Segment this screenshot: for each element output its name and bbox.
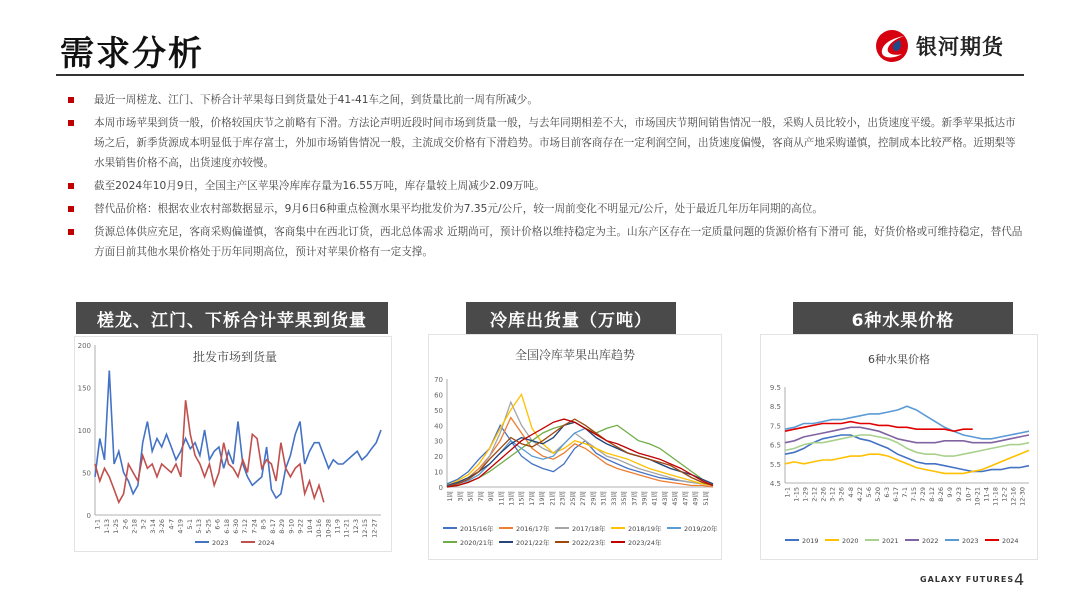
x-tick-label: 39周: [640, 491, 649, 506]
x-tick-label: 5周: [466, 491, 475, 502]
x-tick-label: 7-12: [241, 519, 250, 534]
chart-title: 批发市场到货量: [192, 350, 278, 364]
x-tick-label: 11-4: [982, 487, 991, 502]
legend-label: 2023: [212, 539, 229, 547]
x-tick-label: 12-3: [351, 519, 360, 534]
x-tick-label: 1-1: [783, 487, 792, 498]
x-tick-label: 17周: [527, 491, 536, 506]
legend-label: 2017/18年: [572, 525, 606, 533]
x-tick-label: 25周: [568, 491, 577, 506]
x-tick-label: 11-9: [333, 519, 342, 534]
legend-label: 2022/23年: [572, 539, 606, 547]
x-tick-label: 7-15: [910, 487, 919, 502]
x-tick-label: 1-15: [792, 487, 801, 502]
series-line-2018/19年: [447, 394, 713, 485]
x-tick-label: 45周: [671, 491, 680, 506]
x-tick-label: 6-18: [222, 519, 231, 534]
bullet-marker: [68, 229, 74, 235]
y-tick-label: 5.5: [769, 460, 781, 469]
x-tick-label: 35周: [620, 491, 629, 506]
x-tick-label: 9-10: [287, 519, 296, 534]
series-line-2020/21年: [447, 422, 713, 487]
x-tick-label: 6-17: [891, 487, 900, 502]
y-tick-label: 20: [434, 453, 443, 462]
x-tick-label: 11-21: [342, 519, 351, 538]
x-tick-label: 5-13: [195, 519, 204, 534]
bullet-marker: [68, 206, 74, 212]
x-tick-label: 37周: [630, 491, 639, 506]
x-tick-label: 6-3: [882, 487, 891, 498]
x-tick-label: 10-21: [973, 487, 982, 506]
bullet-item: [66, 222, 1026, 262]
x-tick-label: 1-13: [102, 519, 111, 534]
x-tick-label: 5-6: [864, 487, 873, 498]
x-tick-label: 7-24: [250, 519, 259, 534]
y-tick-label: 70: [434, 376, 443, 384]
x-tick-label: 5-25: [204, 519, 213, 534]
x-tick-label: 3-2: [139, 519, 148, 530]
x-tick-label: 31周: [599, 491, 608, 506]
x-tick-label: 4-22: [855, 487, 864, 502]
x-tick-label: 7-29: [919, 487, 928, 502]
y-tick-label: 7.5: [769, 422, 781, 431]
title-divider: [56, 74, 1024, 76]
x-tick-label: 6-30: [232, 519, 240, 534]
x-tick-label: 29周: [589, 491, 598, 506]
x-tick-label: 3-26: [158, 519, 167, 534]
bullet-text: 最近一周槎龙、江门、下桥合计苹果每日到货量处于41-41车之间，到货量比前一周有所减少。: [94, 94, 538, 106]
y-tick-label: 30: [434, 437, 443, 446]
x-tick-label: 27周: [579, 491, 588, 506]
panel-title-arrivals: 槎龙、江门、下桥合计苹果到货量: [76, 302, 388, 334]
bullet-list: [66, 90, 1026, 265]
x-tick-label: 7-1: [901, 487, 909, 498]
x-tick-label: 51周: [701, 491, 710, 506]
x-tick-label: 41周: [650, 491, 659, 506]
x-tick-label: 23周: [558, 491, 567, 506]
x-tick-label: 9-22: [296, 519, 305, 534]
y-tick-label: 8.5: [769, 403, 781, 412]
x-tick-label: 11周: [497, 491, 506, 506]
y-tick-label: 9.5: [769, 384, 781, 392]
x-tick-label: 2-12: [810, 487, 819, 502]
x-tick-label: 49周: [691, 491, 700, 506]
x-tick-label: 10-7: [964, 487, 973, 502]
x-tick-label: 1-1: [93, 519, 102, 530]
x-tick-label: 8-17: [268, 519, 277, 534]
x-tick-label: 9周: [487, 491, 496, 502]
legend-label: 2021: [882, 537, 899, 545]
page-number: 4: [1014, 570, 1025, 589]
chart-cold-storage: [428, 334, 722, 560]
x-tick-label: 21周: [548, 491, 557, 506]
x-tick-label: 12-16: [1009, 487, 1018, 506]
y-tick-label: 4.5: [769, 480, 781, 488]
fruit-prices-line-chart: [761, 335, 1037, 559]
series-line-2015/16年: [447, 425, 713, 485]
x-tick-label: 8-29: [278, 519, 287, 534]
brand-name: 银河期货: [916, 35, 1004, 59]
y-tick-label: 150: [77, 384, 91, 393]
bullet-text: 本周市场苹果到货一般，价格较国庆节之前略有下滑。方法论声明近段时间市场到货量一般，与去年同期相差不大，市场国庆节期间销售情况一般，采购人员比较小，出货速度平缓。新季苹果抵达市场之后，新季货源成本明显低于库存富士，外加市场销售情况一般，主流成交价格有下滑趋势。市场目前客商存在一定利润空间，出货速度偏慢，客商从产地采购谨慎，控制成本比较严格。近期梨等水果销售价格不高，出货速度亦较慢。: [94, 117, 1016, 169]
legend-label: 2023/24年: [628, 539, 662, 547]
x-tick-label: 2-6: [121, 519, 130, 530]
bullet-text: 截至2024年10月9日，全国主产区苹果冷库库存量为16.55万吨，库存量较上周减少2.09万吨。: [94, 180, 545, 192]
x-tick-label: 43周: [660, 491, 669, 506]
brand-logo: [874, 28, 1004, 64]
x-tick-label: 3周: [456, 491, 465, 502]
x-tick-label: 3-14: [148, 519, 157, 534]
chart-title: 全国冷库苹果出库趋势: [514, 348, 636, 362]
legend-label: 2024: [258, 539, 275, 547]
x-tick-label: 1-29: [801, 487, 810, 502]
x-tick-label: 3-12: [828, 487, 837, 502]
x-tick-label: 15周: [517, 491, 526, 506]
footer-brand: GALAXY FUTURES: [920, 575, 1015, 584]
legend-label: 2020/21年: [460, 539, 494, 547]
x-tick-label: 33周: [609, 491, 618, 506]
x-tick-label: 8-26: [937, 487, 946, 502]
panel-title-fruit-prices: 6种水果价格: [793, 302, 1013, 334]
arrivals-line-chart: [75, 337, 391, 551]
x-tick-label: 4-7: [167, 519, 176, 530]
bullet-item: [66, 90, 1026, 110]
y-tick-label: 60: [434, 391, 443, 400]
x-tick-label: 9-23: [955, 487, 964, 502]
x-tick-label: 1周: [446, 491, 455, 502]
legend-label: 2019/20年: [684, 525, 718, 533]
x-tick-label: 12-15: [361, 519, 370, 538]
x-tick-label: 1-25: [112, 519, 121, 534]
x-tick-label: 4-19: [176, 519, 185, 534]
bullet-marker: [68, 183, 74, 189]
y-tick-label: 0: [86, 512, 91, 520]
x-tick-label: 11-18: [991, 487, 1000, 506]
x-tick-label: 3-26: [837, 487, 846, 502]
y-tick-label: 10: [434, 468, 443, 477]
x-tick-label: 5-1: [185, 519, 194, 530]
bullet-text: 替代品价格：根据农业农村部数据显示，9月6日6种重点检测水果平均批发价为7.35元/公斤，较一周前变化不明显元/公斤，处于最近几年历年同期的高位。: [94, 203, 823, 215]
x-tick-label: 9-9: [946, 487, 955, 498]
x-tick-label: 13周: [507, 491, 516, 506]
legend-label: 2019: [802, 537, 819, 545]
x-tick-label: 19周: [538, 491, 547, 506]
x-tick-label: 10-16: [315, 519, 324, 538]
y-tick-label: 50: [434, 406, 443, 415]
x-tick-label: 12-30: [1018, 487, 1027, 506]
x-tick-label: 4-8: [846, 487, 855, 498]
x-tick-label: 7周: [476, 491, 485, 502]
bullet-item: [66, 176, 1026, 196]
chart-fruit-prices: [760, 334, 1038, 560]
chart-title: 6种水果价格: [868, 353, 930, 366]
legend-label: 2023: [962, 537, 979, 545]
galaxy-logo-icon: [874, 28, 910, 64]
bullet-text: 货源总体供应充足，客商采购偏谨慎，客商集中在西北订货，西北总体需求 近期尚可，预计价格以维持稳定为主。山东产区存在一定质量问题的货源价格有下滑可 能，好货价格或可维持稳定，替代品方面目前其他水果价格处于历年同期高位，预计对苹果价格有一定支撑。: [94, 226, 1023, 258]
bullet-marker: [68, 97, 74, 103]
y-tick-label: 6.5: [769, 441, 781, 450]
series-line-2022: [785, 427, 1029, 442]
x-tick-label: 6-6: [213, 519, 222, 530]
y-tick-label: 100: [77, 427, 91, 435]
legend-label: 2020: [842, 537, 859, 545]
x-tick-label: 12-27: [370, 519, 379, 538]
x-tick-label: 10-4: [305, 519, 314, 534]
x-tick-label: 8-5: [259, 519, 268, 530]
y-tick-label: 200: [77, 342, 91, 350]
panel-title-cold-storage: 冷库出货量（万吨）: [466, 302, 676, 334]
y-tick-label: 0: [438, 484, 443, 492]
x-tick-label: 8-12: [928, 487, 937, 502]
legend-label: 2015/16年: [460, 525, 494, 533]
x-tick-label: 2-26: [819, 487, 828, 502]
x-tick-label: 5-20: [873, 487, 882, 502]
series-line-2024: [95, 400, 324, 502]
page-title: 需求分析: [60, 34, 204, 74]
legend-label: 2016/17年: [516, 525, 550, 533]
y-tick-label: 40: [434, 422, 443, 431]
bullet-item: [66, 113, 1026, 173]
legend-label: 2018/19年: [628, 525, 662, 533]
legend-label: 2021/22年: [516, 539, 550, 547]
x-tick-label: 12-2: [1000, 487, 1009, 502]
x-tick-label: 47周: [681, 491, 690, 506]
x-tick-label: 2-18: [130, 519, 139, 534]
bullet-item: [66, 199, 1026, 219]
legend-label: 2022: [922, 537, 939, 545]
legend-label: 2024: [1002, 537, 1019, 545]
y-tick-label: 50: [82, 469, 91, 478]
chart-arrivals: [74, 336, 392, 552]
cold-storage-line-chart: [429, 335, 721, 559]
bullet-marker: [68, 120, 74, 126]
x-tick-label: 10-28: [324, 519, 333, 538]
